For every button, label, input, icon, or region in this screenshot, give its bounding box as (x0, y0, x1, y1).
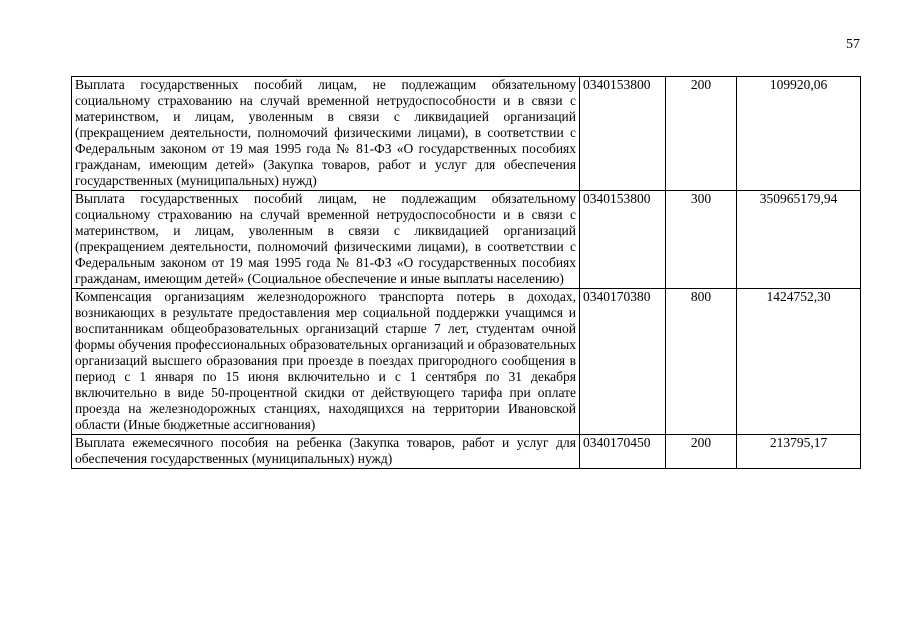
row-description: Выплата государственных пособий лицам, не подлежащим обязательному социальному страхованию на случай временной нетрудоспособности и в связи с материнством, и лицам, уволенным в связи с ликвидацией организаций (прекращением деятельности, полномочий физическими лицами), в соответствии с Федеральным законом от 19 мая 1995 года № 81-ФЗ «О государственных пособиях гражданам, имеющим детей» (Социальное обеспечение и иные выплаты населению) (72, 191, 580, 289)
row-target-code: 0340153800 (580, 77, 666, 191)
row-expense-type: 200 (666, 77, 737, 191)
row-target-code: 0340170450 (580, 435, 666, 469)
row-description: Выплата государственных пособий лицам, не подлежащим обязательному социальному страхованию на случай временной нетрудоспособности и в связи с материнством, и лицам, уволенным в связи с ликвидацией организаций (прекращением деятельности, полномочий физическими лицами), в соответствии с Федеральным законом от 19 мая 1995 года № 81-ФЗ «О государственных пособиях гражданам, имеющим детей» (Закупка товаров, работ и услуг для обеспечения государственных (муниципальных) нужд) (72, 77, 580, 191)
row-expense-type: 200 (666, 435, 737, 469)
row-amount: 109920,06 (737, 77, 861, 191)
row-amount: 1424752,30 (737, 289, 861, 435)
table-row (72, 77, 861, 191)
row-description: Выплата ежемесячного пособия на ребенка (Закупка товаров, работ и услуг для обеспечения государственных (муниципальных) нужд) (72, 435, 580, 469)
row-target-code: 0340170380 (580, 289, 666, 435)
row-target-code: 0340153800 (580, 191, 666, 289)
row-expense-type: 300 (666, 191, 737, 289)
table-row (72, 435, 861, 469)
table-row (72, 289, 861, 435)
row-expense-type: 800 (666, 289, 737, 435)
table-row (72, 191, 861, 289)
page-number: 57 (846, 37, 860, 52)
row-amount: 213795,17 (737, 435, 861, 469)
row-amount: 350965179,94 (737, 191, 861, 289)
budget-table (71, 76, 861, 469)
row-description: Компенсация организациям железнодорожного транспорта потерь в доходах, возникающих в результате предоставления мер социальной поддержки учащимся и воспитанникам общеобразовательных организаций старше 7 лет, студентам очной формы обучения профессиональных образовательных организаций и образовательных организаций высшего образования при проезде в поездах пригородного сообщения в период с 1 января по 15 июня включительно и с 1 сентября по 31 декабря включительно в виде 50-процентной скидки от действующего тарифа при оплате проезда на железнодорожных станциях, находящихся на территории Ивановской области (Иные бюджетные ассигнования) (72, 289, 580, 435)
